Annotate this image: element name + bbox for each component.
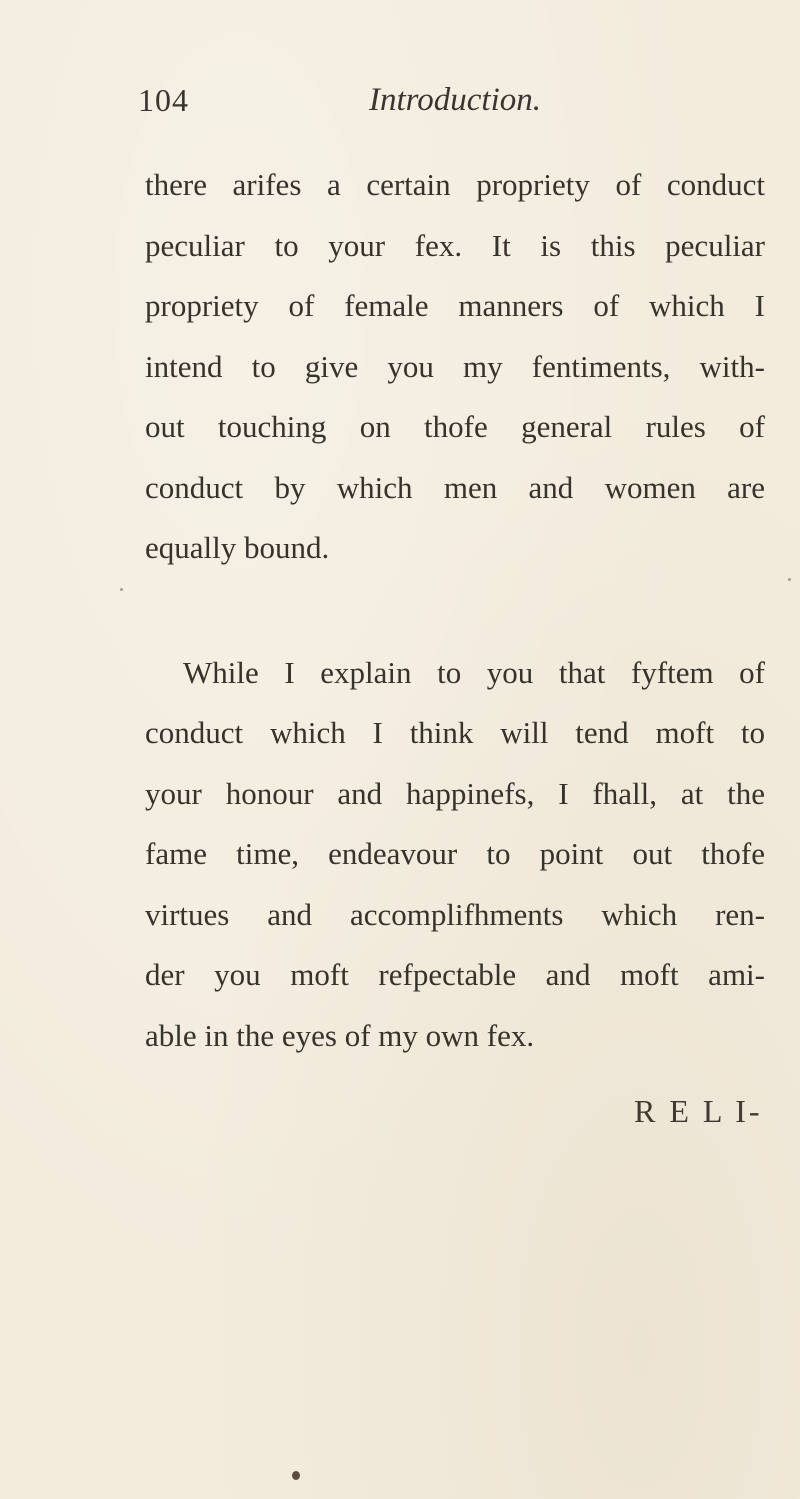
text-line: propriety of female manners of which I: [145, 288, 765, 323]
text-line: conduct by which men and women are: [145, 469, 765, 505]
text-line: peculiar to your fex. It is this peculiar: [145, 227, 765, 263]
body-text: [145, 155, 765, 1066]
text-line: out touching on thofe general rules of: [145, 409, 765, 444]
paragraph-2: [145, 643, 765, 1067]
ink-speck: [788, 578, 791, 581]
page-number: 104: [138, 82, 189, 118]
text-line: your honour and happinefs, I fhall, at the: [145, 775, 765, 811]
chapter-title: Introduction.: [369, 82, 542, 118]
text-line: equally bound.: [145, 530, 330, 565]
text-line: intend to give you my fentiments, with-: [145, 348, 765, 384]
text-line: fame time, endeavour to point out thofe: [145, 836, 765, 871]
text-line: While I explain to you that fyftem of: [183, 654, 765, 690]
text-line: there arifes a certain propriety of conduct: [145, 167, 765, 202]
running-head: [138, 82, 698, 132]
text-line: able in the eyes of my own fex.: [145, 1017, 535, 1053]
ink-speck: [120, 588, 123, 591]
paragraph-1: [145, 155, 765, 579]
ink-speck: [292, 1471, 300, 1480]
catchword: R E L I-: [634, 1093, 763, 1129]
text-line: virtues and accomplifhments which ren-: [145, 896, 765, 932]
paragraph-gap: [145, 579, 765, 643]
text-line: der you moft refpectable and moft ami-: [145, 957, 765, 992]
text-line: conduct which I think will tend moft to: [145, 715, 765, 750]
